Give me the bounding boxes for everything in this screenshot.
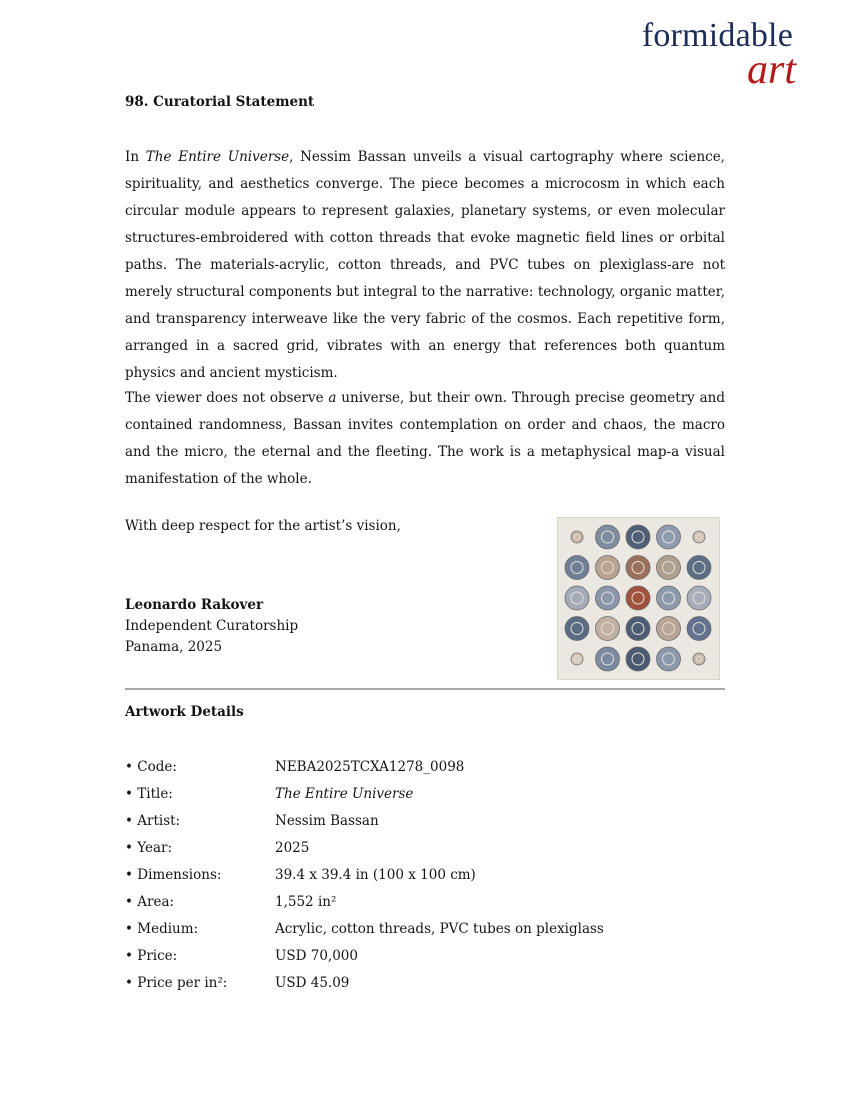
- artwork-module: [657, 525, 681, 549]
- detail-value-medium: Acrylic, cotton threads, PVC tubes on plexiglass: [275, 921, 604, 937]
- signer-place: Panama, 2025: [125, 639, 223, 655]
- detail-row-code: [125, 757, 725, 784]
- detail-row-area: [125, 892, 725, 919]
- detail-value-year: 2025: [275, 840, 310, 856]
- detail-value-dimensions: 39.4 x 39.4 in (100 x 100 cm): [275, 867, 476, 883]
- artwork-module: [657, 586, 681, 610]
- signer-name: Leonardo Rakover: [125, 597, 264, 613]
- statement-paragraph-2: [125, 385, 725, 493]
- detail-label: • Area:: [125, 894, 175, 910]
- artwork-module: [693, 531, 705, 543]
- detail-value-code: NEBA2025TCXA1278_0098: [275, 759, 465, 775]
- closing-line: With deep respect for the artist’s vision,: [125, 518, 401, 534]
- artwork-module: [687, 586, 711, 610]
- page-heading: 98. Curatorial Statement: [125, 94, 315, 110]
- signature-block: [125, 595, 298, 658]
- detail-label: • Code:: [125, 759, 177, 775]
- brand-logo-accent: art: [746, 47, 796, 93]
- artwork-module: [626, 556, 650, 580]
- artwork-module: [596, 617, 620, 641]
- section-divider: [125, 688, 725, 690]
- artwork-module: [565, 586, 589, 610]
- artwork-module: [626, 586, 650, 610]
- brand-logo-word: formidable: [641, 17, 793, 54]
- details-heading: Artwork Details: [125, 704, 244, 720]
- artwork-module: [626, 617, 650, 641]
- detail-row-year: [125, 838, 725, 865]
- signer-role: Independent Curatorship: [125, 618, 299, 634]
- detail-label: • Artist:: [125, 813, 181, 829]
- detail-row-price: [125, 946, 725, 973]
- detail-label: • Dimensions:: [125, 867, 222, 883]
- artwork-module: [596, 556, 620, 580]
- artwork-module: [571, 653, 583, 665]
- artwork-module: [687, 617, 711, 641]
- artwork-module: [571, 531, 583, 543]
- artwork-module: [596, 586, 620, 610]
- statement-p1-title: The Entire Universe: [145, 149, 290, 165]
- detail-row-medium: [125, 919, 725, 946]
- detail-row-artist: [125, 811, 725, 838]
- detail-label: • Title:: [125, 786, 173, 802]
- brand-logo: [641, 17, 796, 93]
- artwork-details-list: [125, 757, 725, 1000]
- detail-label: • Year:: [125, 840, 173, 856]
- detail-value-artist: Nessim Bassan: [275, 813, 379, 829]
- artwork-module: [687, 556, 711, 580]
- artwork-module: [626, 647, 650, 671]
- detail-label: • Price:: [125, 948, 178, 964]
- statement-paragraph-1: [125, 144, 725, 387]
- detail-value-price: USD 70,000: [275, 948, 358, 964]
- artwork-module: [596, 647, 620, 671]
- detail-value-area: 1,552 in²: [275, 894, 337, 910]
- detail-row-price-per: [125, 973, 725, 1000]
- artwork-module: [693, 653, 705, 665]
- artwork-module: [657, 647, 681, 671]
- artwork-module: [657, 556, 681, 580]
- statement-p2-intro: The viewer does not observe: [125, 390, 329, 406]
- statement-p2-emphasis: a: [328, 390, 337, 406]
- detail-value-title: The Entire Universe: [275, 786, 414, 802]
- statement-p1-body: , Nessim Bassan unveils a visual cartography where science, spirituality, and aesthetics converge. The piece becomes a microcosm in which each circular module appears to represent galaxies, planetary systems, or even molecular structures-embroidered with cotton threads that evoke magnetic field lines or orbital paths. The materials-acrylic, cotton threads, and PVC tubes on plexiglass-are not merely structural components but integral to the narrative: technology, organic matter, and transparency interweave like the very fabric of the cosmos. Each repetitive form, arranged in a sacred grid, vibrates with an energy that references both quantum physics and ancient mysticism.: [125, 149, 725, 381]
- artwork-module: [565, 556, 589, 580]
- artwork-module: [626, 525, 650, 549]
- detail-value-price-per: USD 45.09: [275, 975, 350, 991]
- detail-row-title: [125, 784, 725, 811]
- artwork-module: [657, 617, 681, 641]
- statement-p1-intro: In: [125, 149, 146, 165]
- artwork-module: [596, 525, 620, 549]
- detail-label: • Medium:: [125, 921, 199, 937]
- artwork-illustration: [557, 517, 720, 680]
- artwork-image: [557, 517, 720, 680]
- statement-p2-body: universe, but their own. Through precise geometry and contained randomness, Bassan invites contemplation on order and chaos, the macro and the micro, the eternal and the fleeting. The work is a metaphysical map-a visual manifestation of the whole.: [125, 390, 725, 487]
- detail-label: • Price per in²:: [125, 975, 228, 991]
- artwork-module: [565, 617, 589, 641]
- detail-row-dimensions: [125, 865, 725, 892]
